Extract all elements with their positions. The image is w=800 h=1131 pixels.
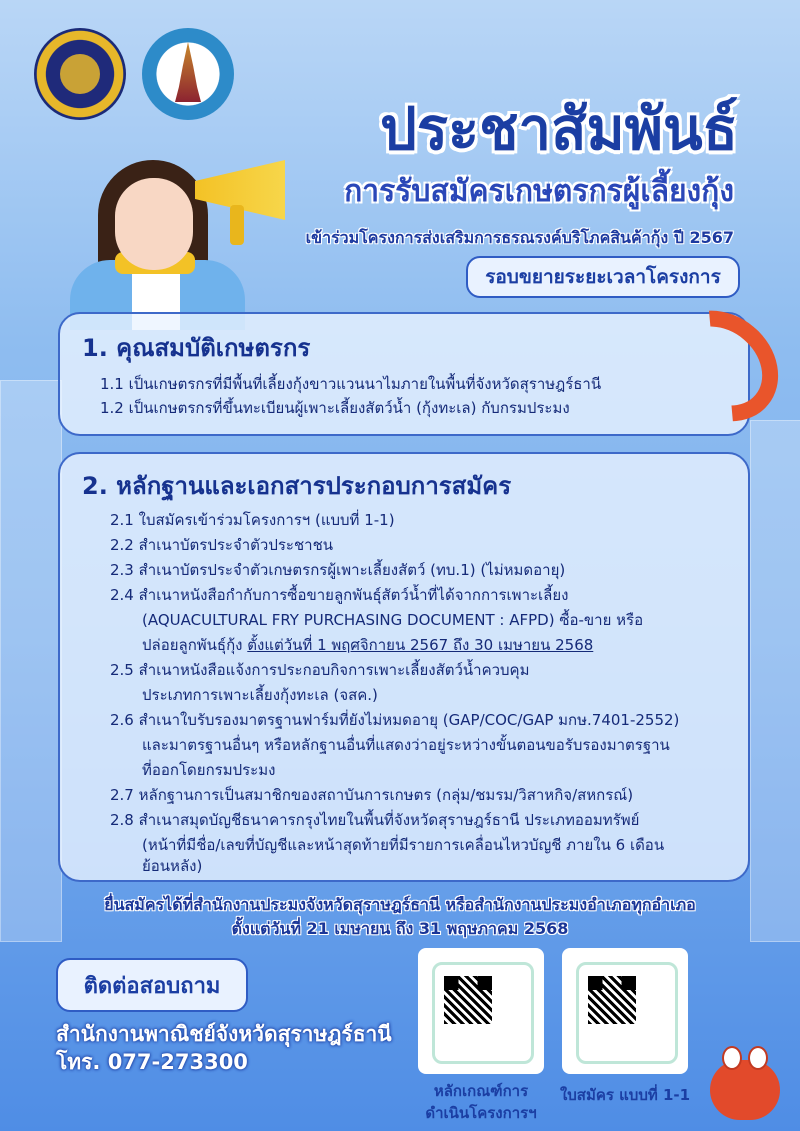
document-item: 2.7 หลักฐานการเป็นสมาชิกของสถาบันการเกษตร (กลุ่ม/ชมรม/วิสาหกิจ/สหกรณ์)	[110, 786, 634, 804]
document-item: 2.8 สำเนาสมุดบัญชีธนาคารกรุงไทยในพื้นที่จังหวัดสุราษฎร์ธานี ประเภทออมทรัพย์	[110, 811, 640, 829]
qr-label-line: หลักเกณฑ์การ	[433, 1082, 529, 1100]
qr-label-guidelines	[401, 1080, 561, 1124]
document-item: 2.5 สำเนาหนังสือแจ้งการประกอบกิจการเพาะเลี้ยงสัตว์น้ำควบคุม	[110, 661, 530, 679]
crab-mascot-illustration	[700, 1030, 790, 1130]
qr-label-line: ใบสมัคร แบบที่ 1-1	[559, 1086, 691, 1104]
document-item: 2.2 สำเนาบัตรประจำตัวประชาชน	[110, 536, 334, 554]
document-item-continuation	[142, 633, 593, 658]
document-date-range: ตั้งแต่วันที่ 1 พฤศจิกายน 2567 ถึง 30 เมษายน 2568	[247, 636, 594, 654]
qr-code-icon[interactable]	[444, 976, 492, 1024]
qr-card-application-form[interactable]	[562, 948, 688, 1074]
contact-button[interactable]: ติดต่อสอบถาม	[56, 958, 248, 1012]
contact-phone[interactable]: โทร. 077-273300	[56, 1050, 248, 1074]
document-item: 2.6 สำเนาใบรับรองมาตรฐานฟาร์มที่ยังไม่หมดอายุ (GAP/COC/GAP มกษ.7401-2552)	[110, 711, 680, 729]
document-item-continuation: ที่ออกโดยกรมประมง	[142, 761, 276, 779]
document-item-continuation: (หน้าที่มีชื่อ/เลขที่บัญชีและหน้าสุดท้ายที่มีรายการเคลื่อนไหวบัญชี ภายใน 6 เดือน	[142, 836, 665, 854]
qr-card-guidelines[interactable]	[418, 948, 544, 1074]
document-item-continuation: ย้อนหลัง)	[142, 857, 203, 875]
document-item-continuation: และมาตรฐานอื่นๆ หรือหลักฐานอื่นที่แสดงว่าอยู่ระหว่างขั้นตอนขอรับรองมาตรฐาน	[142, 736, 670, 754]
contact-office: สำนักงานพาณิชย์จังหวัดสุราษฎร์ธานี	[56, 1022, 392, 1046]
document-item-text: ปล่อยลูกพันธุ์กุ้ง	[142, 636, 243, 654]
poster-title: ประชาสัมพันธ์	[380, 95, 738, 163]
background-building-right	[750, 420, 800, 942]
qr-label-application-form	[545, 1084, 705, 1106]
qualification-item: 1.1 เป็นเกษตรกรที่มีพื้นที่เลี้ยงกุ้งขาวแวนนาไมภายในพื้นที่จังหวัดสุราษฎร์ธานี	[100, 375, 602, 393]
qualification-item: 1.2 เป็นเกษตรกรที่ขึ้นทะเบียนผู้เพาะเลี้ยงสัตว์น้ำ (กุ้งทะเล) กับกรมประมง	[100, 399, 570, 417]
apply-date-note: ตั้งแต่วันที่ 21 เมษายน ถึง 31 พฤษภาคม 2568	[231, 919, 569, 938]
qr-code-icon[interactable]	[588, 976, 636, 1024]
surat-thani-province-logo	[142, 28, 234, 120]
background-building-left	[0, 380, 62, 942]
shrimp-illustration	[640, 285, 760, 405]
extension-round-badge: รอบขยายระยะเวลาโครงการ	[466, 256, 740, 298]
documents-panel	[58, 452, 750, 882]
apply-location-note: ยื่นสมัครได้ที่สำนักงานประมงจังหวัดสุราษฎร์ธานี หรือสำนักงานประมงอำเภอทุกอำเภอ	[104, 895, 696, 914]
document-item-continuation: ประเภทการเพาะเลี้ยงกุ้งทะเล (จสค.)	[142, 686, 378, 704]
document-item: 2.1 ใบสมัครเข้าร่วมโครงการฯ (แบบที่ 1-1)	[110, 511, 395, 529]
document-item: 2.3 สำเนาบัตรประจำตัวเกษตรกรผู้เพาะเลี้ยงสัตว์ (ทบ.1) (ไม่หมดอายุ)	[110, 561, 566, 579]
qualifications-heading: 1. คุณสมบัติเกษตรกร	[82, 334, 311, 362]
project-tagline: เข้าร่วมโครงการส่งเสริมการธรณรงค์บริโภคสินค้ากุ้ง ปี 2567	[305, 228, 734, 247]
qr-label-line: ดำเนินโครงการฯ	[425, 1104, 537, 1122]
document-item-continuation: (AQUACULTURAL FRY PURCHASING DOCUMENT : AFPD) ซื้อ-ขาย หรือ	[142, 611, 644, 629]
poster-subtitle: การรับสมัครเกษตรกรผู้เลี้ยงกุ้ง	[344, 174, 734, 209]
megaphone-handle	[230, 205, 244, 245]
department-of-fisheries-logo	[34, 28, 126, 120]
documents-heading: 2. หลักฐานและเอกสารประกอบการสมัคร	[82, 472, 512, 500]
document-item: 2.4 สำเนาหนังสือกำกับการซื้อขายลูกพันธุ์สัตว์น้ำที่ได้จากการเพาะเลี้ยง	[110, 586, 569, 604]
